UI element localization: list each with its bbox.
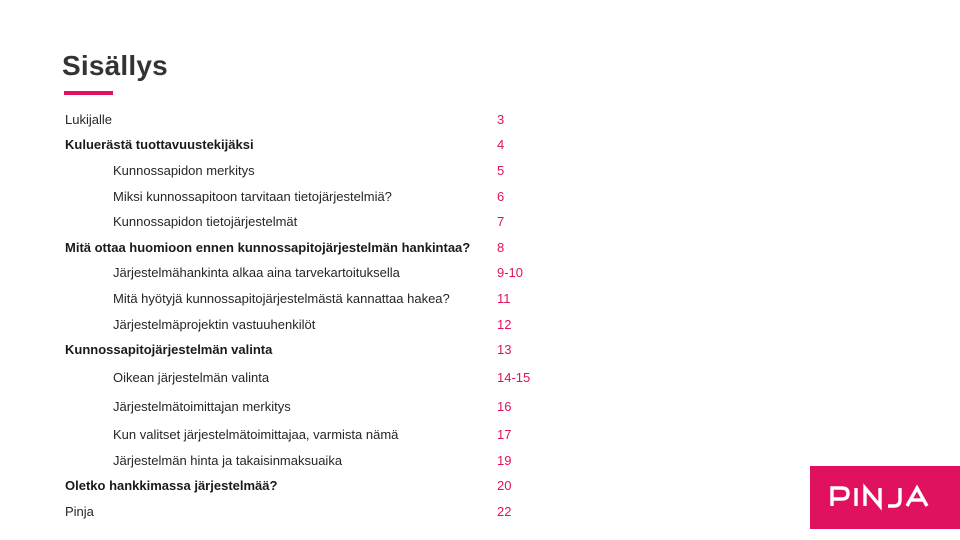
toc-entry-page: 17 <box>497 427 512 442</box>
toc-entry-label: Järjestelmän hinta ja takaisinmaksuaika <box>113 453 343 468</box>
toc-entry-label: Pinja <box>65 504 94 519</box>
toc-entry-page: 7 <box>497 214 505 229</box>
page-title: Sisällys <box>62 50 168 81</box>
toc-entry-label: Järjestelmähankinta alkaa aina tarvekartoituksella <box>113 265 400 280</box>
toc-entry[interactable] <box>0 160 700 182</box>
toc-entry[interactable] <box>0 501 700 523</box>
toc-entry-label: Kun valitset järjestelmätoimittajaa, varmista nämä <box>113 427 399 442</box>
toc-entry-label: Kunnossapitojärjestelmän valinta <box>65 342 273 357</box>
toc-entry[interactable] <box>0 288 700 310</box>
toc-entry[interactable] <box>0 134 700 156</box>
toc-entry-page: 20 <box>497 478 512 493</box>
toc-entry-page: 6 <box>497 189 505 204</box>
toc-entry[interactable] <box>0 424 700 446</box>
toc-entry-page: 8 <box>497 240 505 255</box>
toc-entry-label: Oletko hankkimassa järjestelmää? <box>65 478 278 493</box>
toc-entry-page: 16 <box>497 399 512 414</box>
pinja-logo-mark <box>810 466 960 529</box>
toc-entry-page: 3 <box>497 112 505 127</box>
toc-entry-page: 12 <box>497 317 512 332</box>
toc-entry-label: Järjestelmäprojektin vastuuhenkilöt <box>113 317 316 332</box>
toc-entry[interactable] <box>0 186 700 208</box>
toc-entry[interactable] <box>0 211 700 233</box>
toc-entry-page: 5 <box>497 163 505 178</box>
toc-entry[interactable] <box>0 450 700 472</box>
pinja-logo <box>810 466 960 529</box>
toc-entry-label: Kunnossapidon merkitys <box>113 163 255 178</box>
toc-entry-page: 9-10 <box>497 265 524 280</box>
toc-entry[interactable] <box>0 396 700 418</box>
toc-entry-label: Oikean järjestelmän valinta <box>113 370 270 385</box>
toc-entry[interactable] <box>0 367 700 389</box>
toc-entry-page: 4 <box>497 137 505 152</box>
toc-entry[interactable] <box>0 262 700 284</box>
toc-entry-page: 22 <box>497 504 512 519</box>
toc-entry-label: Kuluerästä tuottavuustekijäksi <box>65 137 254 152</box>
toc-entry-label: Kunnossapidon tietojärjestelmät <box>113 214 298 229</box>
toc-entry-page: 19 <box>497 453 512 468</box>
toc-entry-label: Järjestelmätoimittajan merkitys <box>113 399 291 414</box>
toc-entry-label: Mitä ottaa huomioon ennen kunnossapitojärjestelmän hankintaa? <box>65 240 471 255</box>
toc-entry[interactable] <box>0 475 700 497</box>
toc-entry[interactable] <box>0 237 700 259</box>
toc-entry-label: Mitä hyötyjä kunnossapitojärjestelmästä kannattaa hakea? <box>113 291 450 306</box>
toc-entry[interactable] <box>0 314 700 336</box>
toc-entry-label: Lukijalle <box>65 112 112 127</box>
toc-entry-page: 13 <box>497 342 512 357</box>
toc-entry[interactable] <box>0 109 700 131</box>
toc-entry[interactable] <box>0 339 700 361</box>
toc-entry-page: 14-15 <box>497 370 531 385</box>
toc-entry-label: Miksi kunnossapitoon tarvitaan tietojärjestelmiä? <box>113 189 392 204</box>
toc-entry-page: 11 <box>497 291 511 306</box>
